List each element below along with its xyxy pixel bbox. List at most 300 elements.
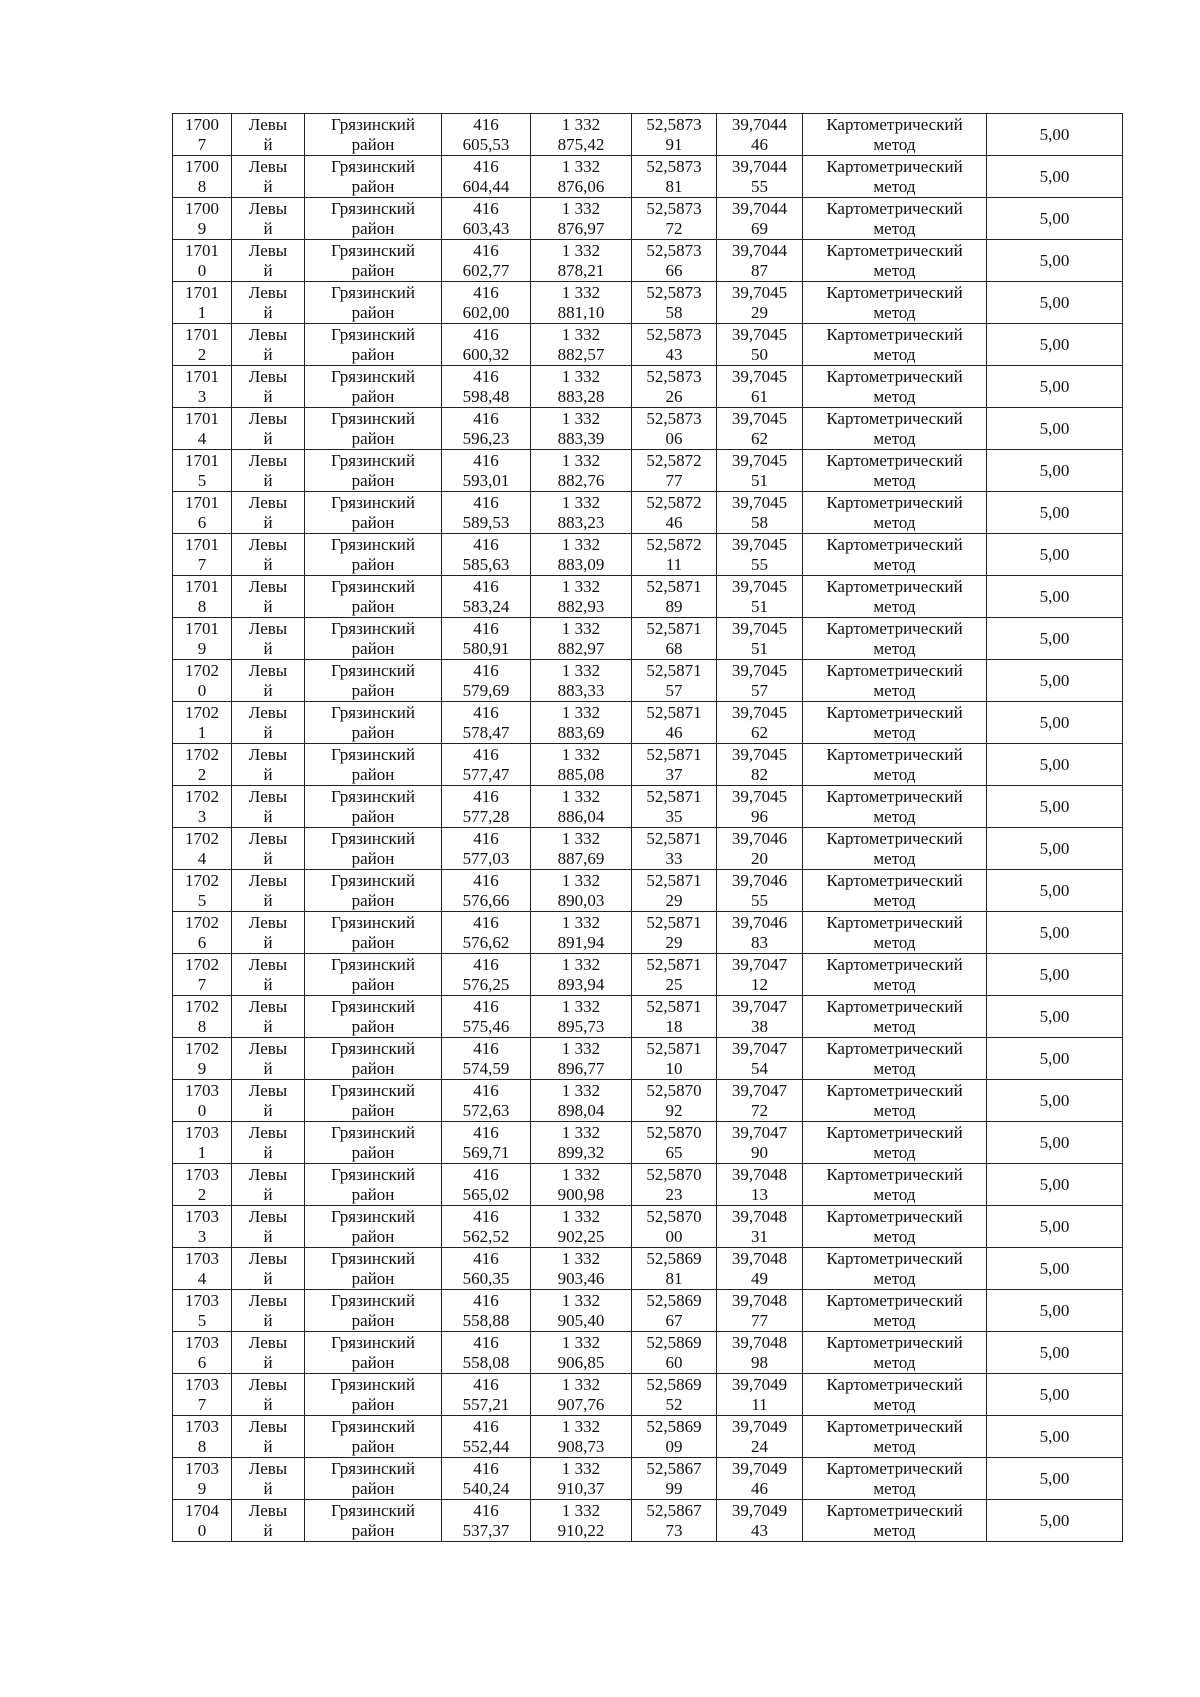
y-coordinate-text: 1 332	[561, 450, 601, 470]
y-coordinate-cell	[531, 828, 632, 870]
side-text: Левы	[248, 450, 288, 470]
y-coordinate-text: 1 332	[561, 240, 601, 260]
latitude-text: 46	[665, 722, 683, 742]
table-row	[173, 996, 1123, 1038]
point-number-text: 1703	[185, 1416, 219, 1436]
accuracy-text: 5,00	[1039, 754, 1070, 774]
latitude-text: 00	[665, 1226, 683, 1246]
longitude-text: 77	[751, 1310, 768, 1330]
latitude-text: 52,5872	[646, 492, 702, 512]
latitude-text: 35	[665, 806, 683, 826]
x-coordinate-cell	[442, 1500, 531, 1542]
x-coordinate-cell	[442, 240, 531, 282]
point-number-text: 3	[197, 386, 207, 406]
point-number-cell	[173, 492, 232, 534]
table-row	[173, 1206, 1123, 1248]
district-text: Грязинский	[331, 324, 415, 344]
x-coordinate-text: 416	[473, 1080, 499, 1100]
point-number-cell	[173, 744, 232, 786]
side-text: Левы	[248, 324, 288, 344]
point-number-text: 1703	[185, 1122, 219, 1142]
x-coordinate-text: 416	[473, 1374, 499, 1394]
district-text: район	[351, 848, 395, 868]
side-text: й	[263, 932, 273, 952]
point-number-cell	[173, 534, 232, 576]
y-coordinate-text: 1 332	[561, 1290, 601, 1310]
method-cell	[803, 324, 987, 366]
side-text: Левы	[248, 408, 288, 428]
method-cell	[803, 282, 987, 324]
latitude-cell	[632, 954, 717, 996]
longitude-cell	[717, 198, 803, 240]
x-coordinate-text: 416	[473, 1206, 499, 1226]
accuracy-cell	[987, 870, 1123, 912]
side-cell	[232, 282, 305, 324]
accuracy-text: 5,00	[1039, 712, 1070, 732]
district-text: Грязинский	[331, 1038, 415, 1058]
x-coordinate-text: 583,24	[462, 596, 510, 616]
district-cell	[305, 1080, 442, 1122]
longitude-text: 39,7048	[731, 1164, 788, 1184]
latitude-text: 52,5871	[646, 870, 702, 890]
latitude-text: 52,5871	[646, 744, 702, 764]
point-number-text: 1701	[185, 534, 219, 554]
longitude-text: 87	[751, 260, 768, 280]
side-cell	[232, 156, 305, 198]
longitude-text: 39,7045	[731, 534, 788, 554]
point-number-text: 5	[197, 890, 207, 910]
x-coordinate-text: 558,08	[462, 1352, 510, 1372]
side-cell	[232, 324, 305, 366]
accuracy-cell	[987, 1164, 1123, 1206]
point-number-text: 2	[197, 764, 207, 784]
side-text: Левы	[248, 1332, 288, 1352]
x-coordinate-text: 416	[473, 870, 499, 890]
side-text: Левы	[248, 1206, 288, 1226]
district-cell	[305, 156, 442, 198]
district-text: Грязинский	[331, 1122, 415, 1142]
latitude-text: 52,5872	[646, 450, 702, 470]
point-number-text: 8	[197, 1436, 207, 1456]
longitude-text: 39,7045	[731, 576, 788, 596]
point-number-text: 9	[197, 638, 207, 658]
table-row	[173, 1458, 1123, 1500]
x-coordinate-text: 416	[473, 912, 499, 932]
district-cell	[305, 1290, 442, 1332]
district-text: Грязинский	[331, 996, 415, 1016]
side-text: Левы	[248, 660, 288, 680]
longitude-text: 39,7047	[731, 996, 788, 1016]
x-coordinate-cell	[442, 996, 531, 1038]
method-cell	[803, 450, 987, 492]
x-coordinate-text: 577,03	[462, 848, 510, 868]
y-coordinate-text: 1 332	[561, 534, 601, 554]
y-coordinate-text: 1 332	[561, 744, 601, 764]
table-row	[173, 1122, 1123, 1164]
longitude-text: 31	[751, 1226, 768, 1246]
latitude-cell	[632, 1248, 717, 1290]
y-coordinate-cell	[531, 954, 632, 996]
district-text: район	[351, 1352, 395, 1372]
method-text: метод	[873, 1394, 916, 1414]
y-coordinate-text: 1 332	[561, 282, 601, 302]
longitude-text: 51	[751, 470, 768, 490]
latitude-cell	[632, 1080, 717, 1122]
method-text: метод	[873, 974, 916, 994]
latitude-text: 09	[665, 1436, 683, 1456]
method-cell	[803, 1416, 987, 1458]
x-coordinate-text: 602,77	[462, 260, 510, 280]
accuracy-cell	[987, 324, 1123, 366]
accuracy-text: 5,00	[1039, 124, 1070, 144]
district-text: Грязинский	[331, 744, 415, 764]
latitude-text: 52,5873	[646, 408, 702, 428]
accuracy-cell	[987, 618, 1123, 660]
y-coordinate-cell	[531, 618, 632, 660]
latitude-text: 11	[665, 554, 683, 574]
accuracy-cell	[987, 954, 1123, 996]
latitude-text: 52,5871	[646, 1038, 702, 1058]
district-text: Грязинский	[331, 660, 415, 680]
accuracy-text: 5,00	[1039, 922, 1070, 942]
accuracy-text: 5,00	[1039, 460, 1070, 480]
side-text: й	[263, 1142, 273, 1162]
point-number-cell	[173, 786, 232, 828]
x-coordinate-cell	[442, 1416, 531, 1458]
x-coordinate-cell	[442, 1122, 531, 1164]
table-row	[173, 1332, 1123, 1374]
side-text: й	[263, 638, 273, 658]
accuracy-text: 5,00	[1039, 796, 1070, 816]
x-coordinate-cell	[442, 1332, 531, 1374]
longitude-cell	[717, 1458, 803, 1500]
method-text: Картометрический	[826, 1038, 963, 1058]
y-coordinate-text: 902,25	[557, 1226, 605, 1246]
y-coordinate-text: 1 332	[561, 492, 601, 512]
x-coordinate-text: 416	[473, 534, 499, 554]
table-row	[173, 408, 1123, 450]
latitude-cell	[632, 324, 717, 366]
method-cell	[803, 660, 987, 702]
y-coordinate-text: 906,85	[557, 1352, 605, 1372]
method-text: метод	[873, 1016, 916, 1036]
longitude-text: 39,7045	[731, 660, 788, 680]
side-text: й	[263, 1268, 273, 1288]
x-coordinate-text: 605,53	[462, 134, 510, 154]
district-text: район	[351, 218, 395, 238]
latitude-text: 52,5872	[646, 534, 702, 554]
method-text: Картометрический	[826, 828, 963, 848]
district-text: район	[351, 134, 395, 154]
district-text: район	[351, 974, 395, 994]
method-cell	[803, 702, 987, 744]
longitude-text: 39,7044	[731, 156, 788, 176]
latitude-text: 65	[665, 1142, 683, 1162]
latitude-text: 52,5873	[646, 114, 702, 134]
point-number-cell	[173, 576, 232, 618]
longitude-text: 39,7049	[731, 1500, 788, 1520]
method-text: метод	[873, 1184, 916, 1204]
longitude-text: 62	[751, 428, 768, 448]
latitude-text: 91	[665, 134, 683, 154]
y-coordinate-text: 883,23	[557, 512, 605, 532]
x-coordinate-text: 416	[473, 1500, 499, 1520]
method-text: метод	[873, 1478, 916, 1498]
district-text: Грязинский	[331, 1080, 415, 1100]
point-number-cell	[173, 366, 232, 408]
latitude-cell	[632, 1290, 717, 1332]
table-row	[173, 1500, 1123, 1542]
accuracy-cell	[987, 786, 1123, 828]
method-text: Картометрический	[826, 660, 963, 680]
longitude-text: 39,7045	[731, 618, 788, 638]
y-coordinate-cell	[531, 1122, 632, 1164]
y-coordinate-text: 1 332	[561, 408, 601, 428]
method-text: Картометрический	[826, 1458, 963, 1478]
accuracy-text: 5,00	[1039, 250, 1070, 270]
method-cell	[803, 366, 987, 408]
accuracy-text: 5,00	[1039, 880, 1070, 900]
latitude-cell	[632, 702, 717, 744]
longitude-cell	[717, 786, 803, 828]
accuracy-text: 5,00	[1039, 544, 1070, 564]
table-row	[173, 618, 1123, 660]
longitude-text: 39,7049	[731, 1374, 788, 1394]
y-coordinate-text: 883,09	[557, 554, 605, 574]
longitude-cell	[717, 366, 803, 408]
latitude-text: 52,5871	[646, 954, 702, 974]
accuracy-text: 5,00	[1039, 1090, 1070, 1110]
point-number-cell	[173, 1332, 232, 1374]
side-cell	[232, 1080, 305, 1122]
point-number-cell	[173, 240, 232, 282]
method-cell	[803, 870, 987, 912]
district-text: Грязинский	[331, 114, 415, 134]
side-text: й	[263, 596, 273, 616]
district-text: Грязинский	[331, 870, 415, 890]
y-coordinate-text: 895,73	[557, 1016, 605, 1036]
method-text: метод	[873, 638, 916, 658]
y-coordinate-text: 1 332	[561, 1080, 601, 1100]
method-text: Картометрический	[826, 576, 963, 596]
x-coordinate-text: 416	[473, 366, 499, 386]
method-cell	[803, 1122, 987, 1164]
x-coordinate-text: 416	[473, 492, 499, 512]
district-text: Грязинский	[331, 492, 415, 512]
y-coordinate-text: 876,06	[557, 176, 605, 196]
district-text: район	[351, 806, 395, 826]
latitude-text: 52,5873	[646, 156, 702, 176]
point-number-cell	[173, 1458, 232, 1500]
y-coordinate-cell	[531, 198, 632, 240]
longitude-text: 39,7045	[731, 702, 788, 722]
y-coordinate-cell	[531, 324, 632, 366]
accuracy-text: 5,00	[1039, 586, 1070, 606]
side-text: й	[263, 1226, 273, 1246]
x-coordinate-cell	[442, 408, 531, 450]
y-coordinate-cell	[531, 408, 632, 450]
table-row	[173, 198, 1123, 240]
point-number-text: 1702	[185, 660, 219, 680]
district-text: район	[351, 302, 395, 322]
side-text: Левы	[248, 1416, 288, 1436]
latitude-cell	[632, 156, 717, 198]
latitude-cell	[632, 492, 717, 534]
accuracy-cell	[987, 198, 1123, 240]
method-text: метод	[873, 470, 916, 490]
x-coordinate-cell	[442, 198, 531, 240]
side-text: Левы	[248, 744, 288, 764]
latitude-text: 89	[665, 596, 683, 616]
latitude-text: 72	[665, 218, 683, 238]
side-text: й	[263, 1478, 273, 1498]
method-text: Картометрический	[826, 282, 963, 302]
method-text: Картометрический	[826, 240, 963, 260]
y-coordinate-cell	[531, 996, 632, 1038]
accuracy-cell	[987, 1206, 1123, 1248]
x-coordinate-text: 552,44	[462, 1436, 510, 1456]
district-text: район	[351, 386, 395, 406]
method-cell	[803, 996, 987, 1038]
side-cell	[232, 198, 305, 240]
district-cell	[305, 1458, 442, 1500]
accuracy-text: 5,00	[1039, 1426, 1070, 1446]
x-coordinate-text: 416	[473, 1290, 499, 1310]
table-row	[173, 870, 1123, 912]
district-text: район	[351, 512, 395, 532]
method-text: Картометрический	[826, 912, 963, 932]
point-number-cell	[173, 828, 232, 870]
method-text: метод	[873, 1268, 916, 1288]
y-coordinate-text: 1 332	[561, 114, 601, 134]
side-text: Левы	[248, 1038, 288, 1058]
side-text: Левы	[248, 912, 288, 932]
district-cell	[305, 702, 442, 744]
x-coordinate-text: 569,71	[462, 1142, 510, 1162]
method-text: метод	[873, 176, 916, 196]
accuracy-text: 5,00	[1039, 166, 1070, 186]
longitude-text: 72	[751, 1100, 768, 1120]
method-text: Картометрический	[826, 1416, 963, 1436]
longitude-text: 39,7048	[731, 1290, 788, 1310]
district-text: Грязинский	[331, 786, 415, 806]
longitude-text: 39,7044	[731, 114, 788, 134]
longitude-text: 39,7044	[731, 198, 788, 218]
longitude-text: 62	[751, 722, 768, 742]
longitude-cell	[717, 660, 803, 702]
longitude-text: 96	[751, 806, 768, 826]
district-text: район	[351, 1100, 395, 1120]
y-coordinate-cell	[531, 870, 632, 912]
longitude-text: 11	[751, 1394, 768, 1414]
y-coordinate-text: 882,97	[557, 638, 605, 658]
method-cell	[803, 1458, 987, 1500]
district-cell	[305, 1416, 442, 1458]
method-cell	[803, 492, 987, 534]
x-coordinate-cell	[442, 282, 531, 324]
longitude-cell	[717, 450, 803, 492]
side-text: Левы	[248, 786, 288, 806]
side-cell	[232, 1038, 305, 1080]
longitude-cell	[717, 744, 803, 786]
method-text: метод	[873, 1436, 916, 1456]
longitude-cell	[717, 1332, 803, 1374]
x-coordinate-text: 572,63	[462, 1100, 510, 1120]
point-number-cell	[173, 282, 232, 324]
district-cell	[305, 870, 442, 912]
table-body	[173, 114, 1123, 1542]
side-text: й	[263, 1310, 273, 1330]
longitude-cell	[717, 702, 803, 744]
side-cell	[232, 1290, 305, 1332]
accuracy-text: 5,00	[1039, 502, 1070, 522]
latitude-text: 52,5871	[646, 576, 702, 596]
method-text: Картометрический	[826, 1374, 963, 1394]
point-number-text: 1700	[185, 198, 219, 218]
point-number-text: 1701	[185, 618, 219, 638]
point-number-cell	[173, 1374, 232, 1416]
table-row	[173, 282, 1123, 324]
side-text: й	[263, 428, 273, 448]
point-number-text: 4	[197, 1268, 207, 1288]
method-text: метод	[873, 134, 916, 154]
point-number-cell	[173, 996, 232, 1038]
point-number-text: 1702	[185, 996, 219, 1016]
point-number-text: 1703	[185, 1374, 219, 1394]
latitude-cell	[632, 744, 717, 786]
latitude-text: 52,5870	[646, 1080, 702, 1100]
point-number-text: 1703	[185, 1290, 219, 1310]
side-cell	[232, 870, 305, 912]
x-coordinate-text: 537,37	[462, 1520, 510, 1540]
latitude-text: 52,5871	[646, 912, 702, 932]
y-coordinate-cell	[531, 1374, 632, 1416]
district-text: Грязинский	[331, 408, 415, 428]
point-number-text: 0	[197, 1100, 207, 1120]
latitude-cell	[632, 912, 717, 954]
point-number-cell	[173, 408, 232, 450]
y-coordinate-cell	[531, 1500, 632, 1542]
accuracy-text: 5,00	[1039, 1384, 1070, 1404]
y-coordinate-cell	[531, 1038, 632, 1080]
x-coordinate-cell	[442, 450, 531, 492]
x-coordinate-text: 416	[473, 408, 499, 428]
side-cell	[232, 1374, 305, 1416]
longitude-cell	[717, 912, 803, 954]
latitude-cell	[632, 786, 717, 828]
point-number-text: 0	[197, 1520, 207, 1540]
accuracy-cell	[987, 450, 1123, 492]
longitude-text: 39,7047	[731, 1080, 788, 1100]
x-coordinate-text: 416	[473, 282, 499, 302]
longitude-text: 39,7046	[731, 912, 788, 932]
longitude-cell	[717, 1122, 803, 1164]
x-coordinate-text: 416	[473, 156, 499, 176]
latitude-cell	[632, 240, 717, 282]
point-number-text: 6	[197, 932, 207, 952]
x-coordinate-text: 416	[473, 702, 499, 722]
side-cell	[232, 1458, 305, 1500]
district-text: Грязинский	[331, 702, 415, 722]
y-coordinate-cell	[531, 534, 632, 576]
side-cell	[232, 786, 305, 828]
method-text: Картометрический	[826, 870, 963, 890]
district-cell	[305, 534, 442, 576]
y-coordinate-cell	[531, 240, 632, 282]
table-row	[173, 1290, 1123, 1332]
point-number-cell	[173, 660, 232, 702]
x-coordinate-text: 558,88	[462, 1310, 510, 1330]
